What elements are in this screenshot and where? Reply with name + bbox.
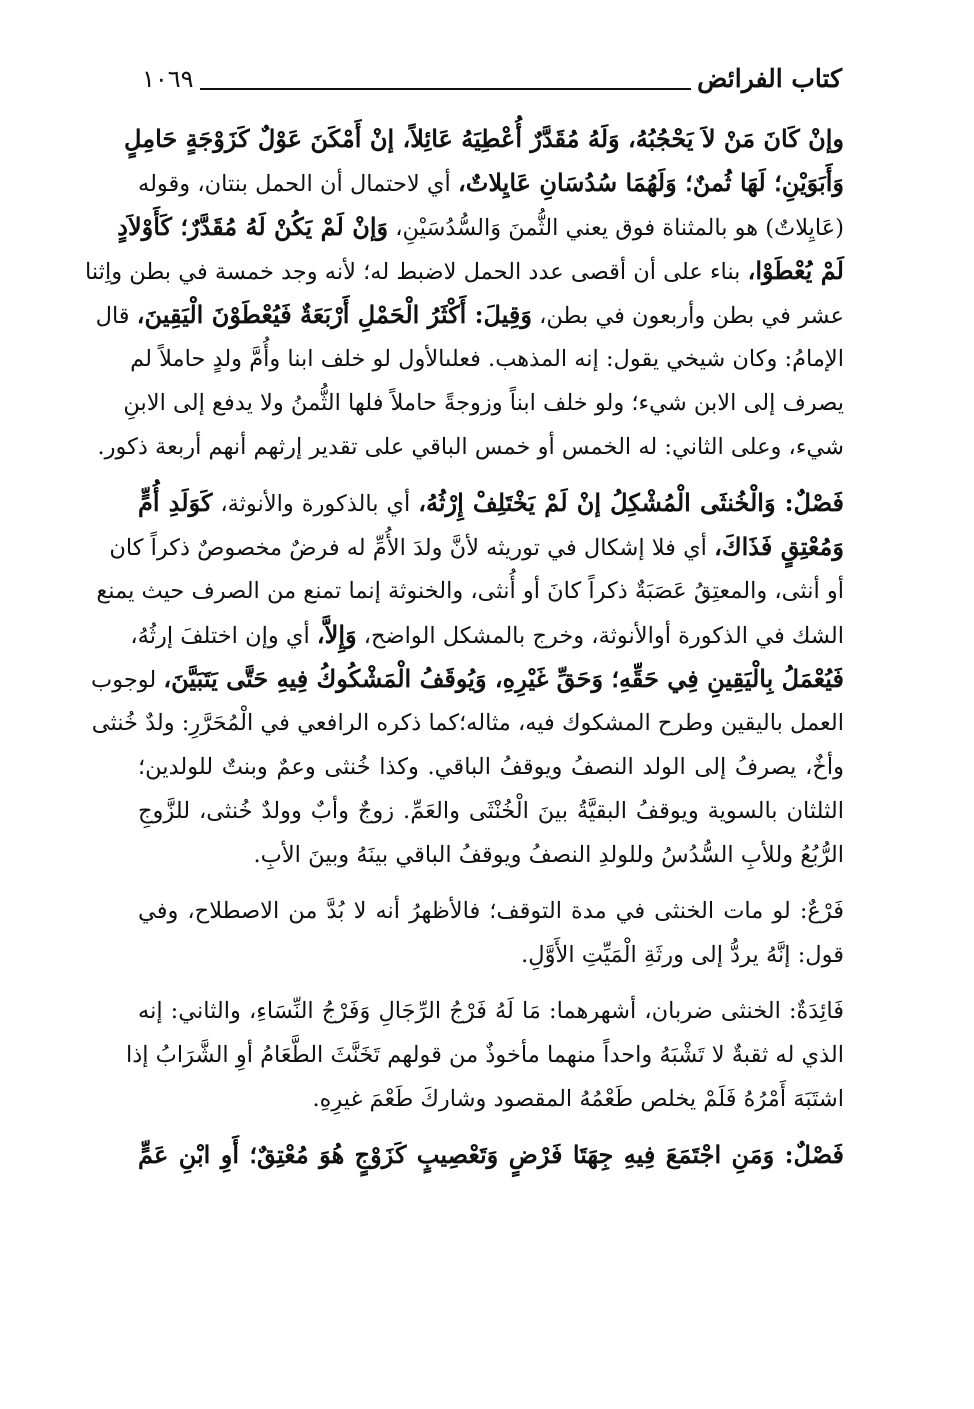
text-line <box>138 789 844 833</box>
matn-text: فَصْلٌ: وَمَنِ اجْتَمَعَ فِيهِ جِهَتَا فَرْضٍ وَتَعْصِيبٍ كَزَوْجٍ هُوَ مُعْتِقٌ؛ أَوِ ابْنِ عَمٍّ <box>138 1140 844 1169</box>
text-line <box>138 745 844 789</box>
sharh-text: الثلثان بالسوية ويوقفُ البقيَّةُ بينَ الْخُنْثَى والعَمِّ. زوجٌ وأبٌ وولدٌ خُنثى، للزَّوجِ <box>138 798 844 824</box>
sharh-text: الشك في الذكورة أوالأنوثة، وخرج بالمشكل الواضح، <box>356 623 844 649</box>
text-line <box>85 249 844 293</box>
sharh-text: العمل باليقين وطرح المشكوك فيه، مثاله؛كما ذكره الرافعي في الْمُحَرَّرِ: ولدٌ خُنثى <box>91 710 844 736</box>
text-line <box>138 481 844 525</box>
matn-text: وَإنْ لَمْ يَكُنْ لَهُ مُقَدَّرٌ؛ كَأَوْلاَدٍ <box>117 212 389 241</box>
sharh-text: أي وإن اختلفَ إرثُهُ، <box>130 623 317 649</box>
sharh-text: الرُّبُعُ وللأبِ السُّدُسُ وللولدِ النصفُ ويوقفُ الباقي بينَهُ وبينَ الأبِ. <box>253 842 844 868</box>
text-line <box>138 161 844 205</box>
sharh-text: أي فلا إشكال في توريثه لأنَّ ولدَ الأُمِّ له فرضٌ مخصوصٌ ذكراً كان <box>109 535 715 561</box>
matn-text: كَوَلَدِ أُمٍّ <box>138 488 213 517</box>
text-line <box>117 205 844 249</box>
matn-text: فَيُعْمَلُ بِالْيَقِينِ فِي حَقِّهِ؛ وَحَقِّ غَيْرِهِ، وَيُوقَفُ الْمَشْكُوكُ فِيهِ حَتَّى يَتَبَيَّنَ، <box>163 664 844 693</box>
sharh-text: فَرْعٌ: لو مات الخنثى في مدة التوقف؛ فالأظهرُ أنه لا بُدَّ من الاصطلاح، وفي <box>138 898 844 924</box>
sharh-text: قول: إنَّهُ يردُّ إلى ورثَةِ الْمَيِّتِ الأَوَّلِ. <box>521 942 844 968</box>
text-line <box>130 337 844 381</box>
text-line <box>95 293 844 337</box>
sharh-text: لوجوب <box>91 667 164 693</box>
sharh-text: الذي له ثقبةٌ لا تَشْبَهُ واحداً منهما مأخوذٌ من قولهم تَخَنَّثَ الطَّعَامُ أوِ الشَّرَابُ إذا <box>125 1042 844 1068</box>
sharh-text: وأخٌ، يصرفُ إلى الولد النصفُ ويوقفُ الباقي. وكذا خُنثى وعمٌ وبنتٌ للولدين؛ <box>138 754 844 780</box>
text-line <box>125 1033 844 1077</box>
page-number: ١٠٦٩ <box>142 65 194 93</box>
matn-text: فَصْلٌ: وَالْخُنثَى الْمُشْكِلُ إنْ لَمْ يَخْتَلِفْ إِرْثُهُ، <box>418 488 844 517</box>
sharh-text: الإمامُ: وكان شيخي يقول: إنه المذهب. فعلىالأول لو خلف ابنا وأُمَّ ولدٍ حاملاً لم <box>130 346 844 372</box>
sharh-text: قال <box>95 303 137 329</box>
text-line <box>138 1077 844 1121</box>
sharh-text: اشتَبَهَ أَمْرُهُ فَلَمْ يخلص طَعْمُهُ المقصود وشاركَ طَعْمَ غيرِهِ. <box>312 1086 844 1112</box>
sharh-text: شيء، وعلى الثاني: له الخمس أو خمس الباقي على تقدير إرثهم أنهم أربعة ذكور. <box>97 434 844 460</box>
book-title: كتاب الفرائض <box>697 64 842 93</box>
matn-text: وَإِلاَّ، <box>316 620 357 649</box>
text-line <box>124 117 844 161</box>
matn-text: وَأَبَوَيْنِ؛ لَهَا ثُمنٌ؛ وَلَهُمَا سُدُسَانِ عَايِلاتٌ، <box>457 168 844 197</box>
text-line <box>109 525 844 569</box>
sharh-text: فَائِدَةٌ: الخنثى ضربان، أشهرهما: مَا لَهُ فَرْجُ الرِّجَالِ وَفَرْجُ النِّسَاءِ، والثاني: إنه <box>138 998 844 1024</box>
text-line <box>138 989 844 1033</box>
matn-text: وَقِيلَ: أَكْثَرُ الْحَمْلِ أَرْبَعَةٌ فَيُعْطَوْنَ الْيَقِينَ، <box>136 300 532 329</box>
text-line <box>96 569 844 613</box>
text-line <box>138 889 844 933</box>
sharh-text: أي بالذكورة والأنوثة، <box>212 491 419 517</box>
sharh-text: عشر في بطن وأربعون في بطن، <box>531 303 844 329</box>
header-rule <box>200 88 692 90</box>
sharh-text: (عَايِلاتٌ) هو بالمثناة فوق يعني الثُّمنَ وَالسُّدُسَيْنِ، <box>388 215 844 241</box>
sharh-text: بناء على أن أقصى عدد الحمل لاضبط له؛ لأنه وجد خمسة في بطن واِثنا <box>85 259 748 285</box>
text-line <box>91 657 844 701</box>
text-line <box>130 613 844 657</box>
text-line <box>138 933 844 977</box>
running-header <box>142 58 842 94</box>
sharh-text: أو أنثى، والمعتِقُ عَصَبَةٌ ذكراً كانَ أو أُنثى، والخنوثة إنما تمنع من الصرف حيث يمنع <box>96 578 844 604</box>
text-line <box>91 701 844 745</box>
matn-text: وَمُعْتِقٍ فَذَاكَ، <box>714 532 844 561</box>
sharh-text: أي لاحتمال أن الحمل بنتان، وقوله <box>138 171 458 197</box>
text-line <box>138 833 844 877</box>
sharh-text: يصرف إلى الابن شيء؛ ولو خلف ابناً وزوجةً حاملاً فلها الثُّمنُ ولا يدفع إلى الابنِ <box>123 390 844 416</box>
text-line <box>123 381 844 425</box>
matn-text: لَمْ يُعْطَوْا، <box>747 256 844 285</box>
matn-text: وإنْ كَانَ مَنْ لاَ يَحْجُبُهُ، وَلَهُ مُقَدَّرٌ أُعْطِيَهُ عَائِلاً، إنْ أَمْكَنَ عَوْلٌ كَزَوْجَةٍ حَامِلٍ <box>124 124 844 153</box>
text-line <box>138 1133 844 1177</box>
text-line <box>97 425 844 469</box>
body-text <box>85 117 844 1177</box>
